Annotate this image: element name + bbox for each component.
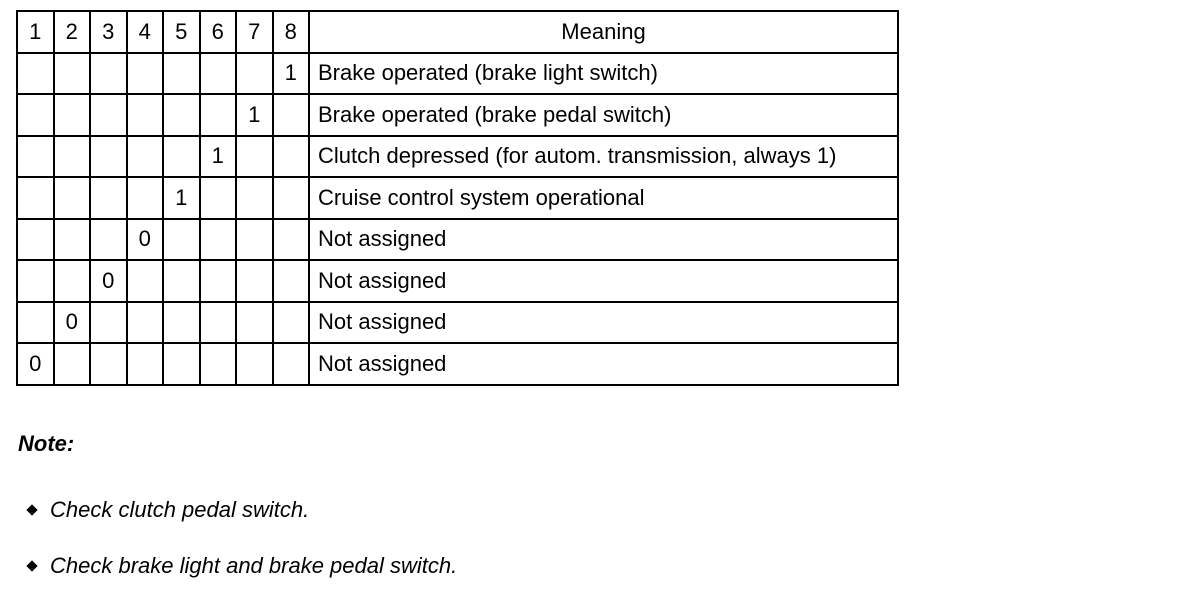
empty-bit-cell: [163, 302, 200, 344]
empty-bit-cell: [200, 94, 237, 136]
empty-bit-cell: [17, 302, 54, 344]
empty-bit-cell: [273, 260, 310, 302]
empty-bit-cell: [54, 260, 91, 302]
table-row: [17, 343, 898, 385]
empty-bit-cell: [54, 343, 91, 385]
empty-bit-cell: [127, 343, 164, 385]
table-row: [17, 136, 898, 178]
empty-bit-cell: [90, 94, 127, 136]
bit-header-3: 3: [90, 11, 127, 53]
empty-bit-cell: [17, 177, 54, 219]
empty-bit-cell: [127, 53, 164, 95]
empty-bit-cell: [273, 302, 310, 344]
empty-bit-cell: [273, 219, 310, 261]
empty-bit-cell: [127, 260, 164, 302]
table-row: [17, 219, 898, 261]
note-title: Note:: [18, 431, 75, 456]
empty-bit-cell: [90, 302, 127, 344]
meaning-cell: Not assigned: [309, 260, 898, 302]
empty-bit-cell: [127, 94, 164, 136]
empty-bit-cell: [90, 343, 127, 385]
table-row: [17, 53, 898, 95]
empty-bit-cell: [200, 302, 237, 344]
bit-header-6: 6: [200, 11, 237, 53]
empty-bit-cell: [17, 219, 54, 261]
empty-bit-cell: [17, 260, 54, 302]
note-bullet-item: [24, 553, 457, 579]
meaning-header: Meaning: [309, 11, 898, 53]
bit-header-4: 4: [127, 11, 164, 53]
empty-bit-cell: [90, 219, 127, 261]
empty-bit-cell: [54, 177, 91, 219]
empty-bit-cell: [200, 343, 237, 385]
empty-bit-cell: [54, 219, 91, 261]
meaning-cell: Clutch depressed (for autom. transmission, always 1): [309, 136, 898, 178]
empty-bit-cell: [236, 260, 273, 302]
empty-bit-cell: [200, 260, 237, 302]
table-row: [17, 94, 898, 136]
bit-header-2: 2: [54, 11, 91, 53]
empty-bit-cell: [54, 53, 91, 95]
empty-bit-cell: [127, 302, 164, 344]
empty-bit-cell: [236, 53, 273, 95]
bit-value-cell: 1: [236, 94, 273, 136]
empty-bit-cell: [17, 53, 54, 95]
bit-value-cell: 0: [127, 219, 164, 261]
meaning-cell: Not assigned: [309, 343, 898, 385]
meaning-cell: Brake operated (brake light switch): [309, 53, 898, 95]
bit-header-5: 5: [163, 11, 200, 53]
empty-bit-cell: [273, 136, 310, 178]
empty-bit-cell: [200, 219, 237, 261]
empty-bit-cell: [236, 343, 273, 385]
bit-header-1: 1: [17, 11, 54, 53]
table-row: [17, 177, 898, 219]
empty-bit-cell: [17, 136, 54, 178]
empty-bit-cell: [127, 136, 164, 178]
table-row: [17, 260, 898, 302]
empty-bit-cell: [163, 343, 200, 385]
meaning-cell: Not assigned: [309, 302, 898, 344]
bit-value-cell: 1: [273, 53, 310, 95]
empty-bit-cell: [163, 94, 200, 136]
empty-bit-cell: [163, 219, 200, 261]
empty-bit-cell: [273, 94, 310, 136]
bit-value-cell: 1: [163, 177, 200, 219]
empty-bit-cell: [273, 343, 310, 385]
empty-bit-cell: [54, 94, 91, 136]
bit-meaning-table: [16, 10, 899, 386]
empty-bit-cell: [90, 177, 127, 219]
empty-bit-cell: [236, 177, 273, 219]
note-bullet-text: Check clutch pedal switch.: [50, 497, 310, 522]
meaning-cell: Not assigned: [309, 219, 898, 261]
bit-value-cell: 0: [90, 260, 127, 302]
empty-bit-cell: [236, 136, 273, 178]
empty-bit-cell: [163, 136, 200, 178]
note-bullet-text: Check brake light and brake pedal switch.: [50, 553, 458, 578]
table-body: [17, 53, 898, 385]
meaning-cell: Cruise control system operational: [309, 177, 898, 219]
empty-bit-cell: [200, 177, 237, 219]
empty-bit-cell: [90, 53, 127, 95]
empty-bit-cell: [17, 94, 54, 136]
bit-value-cell: 0: [54, 302, 91, 344]
note-bullet-item: [24, 497, 309, 523]
empty-bit-cell: [273, 177, 310, 219]
diamond-bullet-icon: [26, 504, 37, 515]
empty-bit-cell: [236, 302, 273, 344]
empty-bit-cell: [236, 219, 273, 261]
empty-bit-cell: [127, 177, 164, 219]
empty-bit-cell: [54, 136, 91, 178]
meaning-cell: Brake operated (brake pedal switch): [309, 94, 898, 136]
empty-bit-cell: [163, 260, 200, 302]
bit-header-8: 8: [273, 11, 310, 53]
table-header-row: [17, 11, 898, 53]
diamond-bullet-icon: [26, 560, 37, 571]
bit-value-cell: 1: [200, 136, 237, 178]
empty-bit-cell: [163, 53, 200, 95]
table-row: [17, 302, 898, 344]
bit-header-7: 7: [236, 11, 273, 53]
empty-bit-cell: [200, 53, 237, 95]
bit-value-cell: 0: [17, 343, 54, 385]
empty-bit-cell: [90, 136, 127, 178]
